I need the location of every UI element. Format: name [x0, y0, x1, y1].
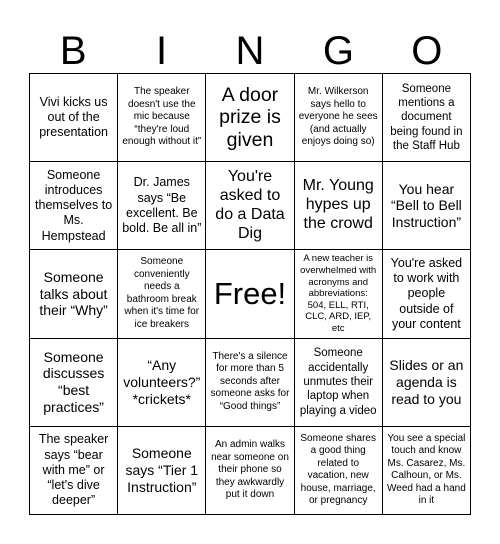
bingo-cell[interactable]: “Any volunteers?” *crickets*: [118, 339, 206, 427]
bingo-cell[interactable]: Someone shares a good thing related to vacation, new house, marriage, or pregnancy: [295, 427, 383, 515]
bingo-cell[interactable]: You're asked to work with people outside of your content: [383, 250, 471, 338]
bingo-cell[interactable]: Mr. Wilkerson says hello to everyone he sees (and actually enjoys doing so): [295, 74, 383, 162]
bingo-cell[interactable]: There's a silence for more than 5 seconds after someone asks for “Good things”: [206, 339, 294, 427]
bingo-cell[interactable]: The speaker doesn't use the mic because “they're loud enough without it”: [118, 74, 206, 162]
header-letter-o: O: [411, 28, 443, 73]
bingo-cell[interactable]: The speaker says “bear with me” or “let's dive deeper”: [30, 427, 118, 515]
bingo-cell[interactable]: Someone says “Tier 1 Instruction”: [118, 427, 206, 515]
bingo-board: [29, 73, 471, 515]
header-letter-b: B: [59, 28, 87, 73]
bingo-cell[interactable]: Slides or an agenda is read to you: [383, 339, 471, 427]
header-letter-i: I: [156, 28, 168, 73]
bingo-cell[interactable]: Dr. James says “Be excellent. Be bold. Be all in”: [118, 162, 206, 250]
bingo-cell[interactable]: A door prize is given: [206, 74, 294, 162]
bingo-cell[interactable]: You hear “Bell to Bell Instruction”: [383, 162, 471, 250]
bingo-cell[interactable]: You see a special touch and know Ms. Casarez, Ms. Calhoun, or Ms. Weed had a hand in it: [383, 427, 471, 515]
bingo-cell[interactable]: Someone discusses “best practices”: [30, 339, 118, 427]
header-letter-n: N: [235, 28, 265, 73]
header-letter-g: G: [322, 28, 354, 73]
bingo-cell[interactable]: An admin walks near someone on their phone so they awkwardly put it down: [206, 427, 294, 515]
bingo-cell[interactable]: Vivi kicks us out of the presentation: [30, 74, 118, 162]
free-space-cell[interactable]: Free!: [206, 250, 294, 338]
bingo-header: [29, 28, 471, 74]
bingo-cell[interactable]: A new teacher is overwhelmed with acronyms and abbreviations: 504, ELL, RTI, CLC, ARD, IEP, etc: [295, 250, 383, 338]
bingo-cell[interactable]: Someone conveniently needs a bathroom break when it's time for ice breakers: [118, 250, 206, 338]
bingo-cell[interactable]: Someone talks about their “Why”: [30, 250, 118, 338]
bingo-cell[interactable]: Someone introduces themselves to Ms. Hempstead: [30, 162, 118, 250]
bingo-cell[interactable]: Someone mentions a document being found in the Staff Hub: [383, 74, 471, 162]
bingo-cell[interactable]: You're asked to do a Data Dig: [206, 162, 294, 250]
bingo-cell[interactable]: Mr. Young hypes up the crowd: [295, 162, 383, 250]
bingo-cell[interactable]: Someone accidentally unmutes their laptop when playing a video: [295, 339, 383, 427]
